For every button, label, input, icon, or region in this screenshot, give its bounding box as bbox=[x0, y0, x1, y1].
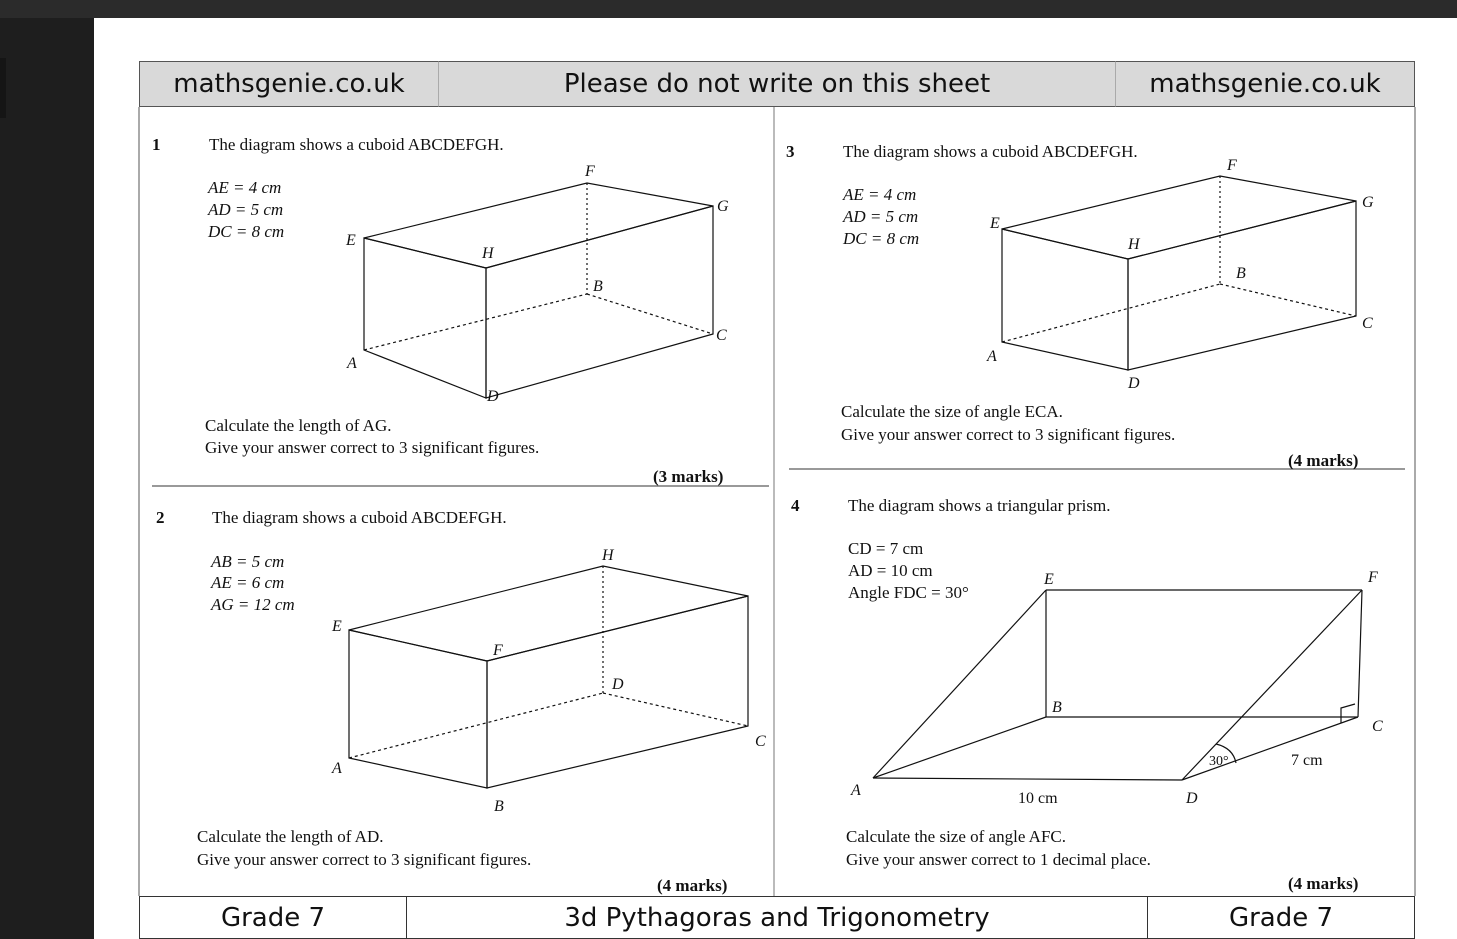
q1-marks: (3 marks) bbox=[653, 467, 724, 486]
q2-label-F: F bbox=[493, 642, 503, 659]
q4-label-E: E bbox=[1044, 571, 1054, 588]
window-top-bar bbox=[0, 0, 1457, 18]
q3-label-E: E bbox=[990, 215, 1000, 232]
q1-label-F: F bbox=[585, 163, 595, 180]
q2-label-E: E bbox=[332, 618, 342, 635]
panel-handle[interactable] bbox=[0, 58, 6, 118]
q2-number: 2 bbox=[156, 508, 165, 527]
q1-label-B: B bbox=[593, 278, 603, 295]
q1-label-H: H bbox=[482, 245, 494, 262]
footer-left-text: Grade 7 bbox=[220, 902, 326, 933]
q4-label-C: C bbox=[1372, 718, 1383, 735]
q4-side-cd-label: 7 cm bbox=[1291, 752, 1323, 769]
q3-given-1: AE = 4 cm bbox=[843, 185, 917, 204]
q4-task: Calculate the size of angle AFC. bbox=[846, 827, 1066, 846]
q1-top-face bbox=[364, 183, 713, 268]
q4-label-A: A bbox=[851, 782, 861, 799]
q2-task: Calculate the length of AD. bbox=[197, 827, 384, 846]
footer-center bbox=[406, 896, 1148, 939]
q2-marks: (4 marks) bbox=[657, 876, 728, 895]
q3-given-3: DC = 8 cm bbox=[843, 229, 920, 248]
q3-task: Calculate the size of angle ECA. bbox=[841, 402, 1063, 421]
q3-label-G: G bbox=[1362, 194, 1374, 211]
header-right-text: mathsgenie.co.uk bbox=[1149, 69, 1381, 99]
q1-intro: The diagram shows a cuboid ABCDEFGH. bbox=[209, 135, 504, 154]
q4-intro: The diagram shows a triangular prism. bbox=[848, 496, 1111, 515]
q1-label-A: A bbox=[347, 355, 357, 372]
q3-front-face bbox=[1128, 201, 1356, 370]
q1-task: Calculate the length of AG. bbox=[205, 416, 392, 435]
q3-cuboid-diagram bbox=[1002, 176, 1356, 370]
q4-edge-ad bbox=[873, 778, 1182, 780]
q2-label-C: C bbox=[755, 733, 766, 750]
q3-hidden-edge-bc bbox=[1220, 284, 1356, 316]
q2-label-A: A bbox=[332, 760, 342, 777]
q4-given-3: Angle FDC = 30° bbox=[848, 583, 969, 602]
q2-top-face bbox=[349, 566, 748, 661]
worksheet-page bbox=[94, 18, 1457, 939]
q3-label-A: A bbox=[987, 348, 997, 365]
q1-cuboid-diagram bbox=[364, 183, 713, 398]
q1-given-3: DC = 8 cm bbox=[208, 222, 285, 241]
q2-instruction: Give your answer correct to 3 significant figures. bbox=[197, 850, 532, 869]
q1-label-G: G bbox=[717, 198, 729, 215]
q1-instruction: Give your answer correct to 3 significant figures. bbox=[205, 438, 540, 457]
footer-right-text: Grade 7 bbox=[1228, 902, 1334, 933]
q4-marks: (4 marks) bbox=[1288, 874, 1359, 893]
q4-label-F: F bbox=[1368, 569, 1378, 586]
q2-given-3: AG = 12 cm bbox=[211, 595, 295, 614]
q4-label-D: D bbox=[1186, 790, 1198, 807]
q2-left-face bbox=[349, 630, 487, 788]
q2-label-B: B bbox=[494, 798, 504, 815]
q3-left-face bbox=[1002, 229, 1128, 370]
footer-center-text: 3d Pythagoras and Trigonometry bbox=[564, 902, 990, 933]
q3-label-D: D bbox=[1128, 375, 1140, 392]
q2-hidden-edge-dc bbox=[603, 693, 748, 726]
q3-label-H: H bbox=[1128, 236, 1140, 253]
q3-instruction: Give your answer correct to 3 significant figures. bbox=[841, 425, 1176, 444]
header-left-text: mathsgenie.co.uk bbox=[173, 69, 405, 99]
header-center-text: Please do not write on this sheet bbox=[563, 69, 991, 99]
q3-label-B: B bbox=[1236, 265, 1246, 282]
q1-left-face bbox=[364, 238, 486, 398]
q4-edge-fd bbox=[1182, 590, 1362, 780]
footer-right bbox=[1147, 896, 1415, 939]
q3-label-F: F bbox=[1227, 157, 1237, 174]
q1-front-face bbox=[486, 206, 713, 398]
q1-label-C: C bbox=[716, 327, 727, 344]
q3-marks: (4 marks) bbox=[1288, 451, 1359, 470]
q1-hidden-edge-ab bbox=[364, 294, 587, 350]
q4-edge-ab bbox=[873, 717, 1046, 778]
diagrams bbox=[94, 18, 1457, 939]
footer-left bbox=[139, 896, 407, 939]
q4-prism-diagram bbox=[873, 590, 1362, 780]
q2-intro: The diagram shows a cuboid ABCDEFGH. bbox=[212, 508, 507, 527]
q3-label-C: C bbox=[1362, 315, 1373, 332]
q4-instruction: Give your answer correct to 1 decimal place. bbox=[846, 850, 1151, 869]
q2-label-H: H bbox=[602, 547, 614, 564]
q1-number: 1 bbox=[152, 135, 161, 154]
q1-hidden-edge-bc bbox=[587, 294, 713, 334]
q3-number: 3 bbox=[786, 142, 795, 161]
q1-label-E: E bbox=[346, 232, 356, 249]
viewer-left-panel bbox=[0, 18, 94, 939]
q4-edge-ea bbox=[873, 590, 1046, 778]
q2-given-2: AE = 6 cm bbox=[211, 573, 285, 592]
q4-number: 4 bbox=[791, 496, 800, 515]
q1-given-1: AE = 4 cm bbox=[208, 178, 282, 197]
q4-given-1: CD = 7 cm bbox=[848, 539, 924, 558]
q3-hidden-edge-ab bbox=[1002, 284, 1220, 342]
q3-intro: The diagram shows a cuboid ABCDEFGH. bbox=[843, 142, 1138, 161]
q1-label-D: D bbox=[487, 388, 499, 405]
q2-cuboid-diagram bbox=[349, 566, 748, 788]
q4-label-B: B bbox=[1052, 699, 1062, 716]
q4-edge-dc bbox=[1182, 717, 1358, 780]
q2-label-D: D bbox=[612, 676, 624, 693]
q2-given-1: AB = 5 cm bbox=[211, 552, 285, 571]
q2-hidden-edge-ad bbox=[349, 693, 603, 758]
q4-given-2: AD = 10 cm bbox=[848, 561, 933, 580]
q4-side-ad-label: 10 cm bbox=[1018, 790, 1058, 807]
q3-given-2: AD = 5 cm bbox=[843, 207, 919, 226]
q4-edge-fc bbox=[1358, 590, 1362, 717]
q1-given-2: AD = 5 cm bbox=[208, 200, 284, 219]
q4-angle-label: 30° bbox=[1209, 754, 1229, 769]
